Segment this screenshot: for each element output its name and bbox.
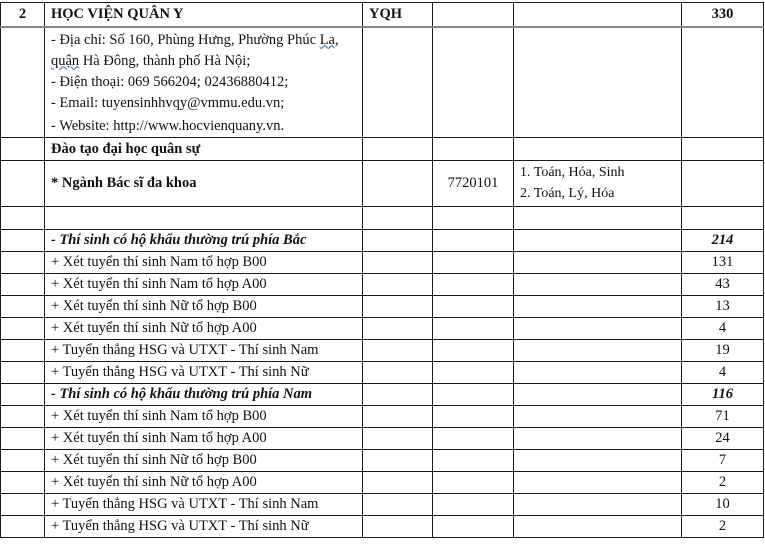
address-line-2: quận Hà Đông, thành phố Hà Nội;: [51, 52, 251, 69]
empty-cell: [514, 251, 682, 273]
item-value: 71: [682, 405, 764, 427]
empty-cell: [433, 27, 514, 138]
empty-cell: [1, 295, 45, 317]
item-value: 10: [682, 493, 764, 515]
empty-cell: [514, 206, 682, 229]
empty-cell: [363, 361, 433, 383]
empty-cell: [363, 206, 433, 229]
empty-cell: [363, 160, 433, 206]
table-row: [1, 405, 764, 427]
item-label: + Xét tuyển thí sinh Nữ tổ hợp A00: [45, 317, 363, 339]
empty-cell: [363, 27, 433, 138]
empty-cell: [682, 206, 764, 229]
table-row: [1, 361, 764, 383]
empty-cell: [1, 206, 45, 229]
empty-cell: [1, 160, 45, 206]
group-heading-row-north: [1, 229, 764, 251]
empty-cell: [1, 27, 45, 138]
table-row: [1, 427, 764, 449]
empty-cell: [45, 206, 363, 229]
item-value: 131: [682, 251, 764, 273]
empty-cell: [363, 405, 433, 427]
item-value: 4: [682, 361, 764, 383]
empty-cell: [1, 427, 45, 449]
institution-name: HỌC VIỆN QUÂN Y: [45, 3, 363, 27]
empty-cell: [514, 361, 682, 383]
empty-cell: [514, 339, 682, 361]
empty-cell: [1, 339, 45, 361]
empty-cell: [514, 3, 682, 27]
empty-cell: [1, 493, 45, 515]
empty-cell: [433, 251, 514, 273]
empty-cell: [1, 229, 45, 251]
major-name: * Ngành Bác sĩ đa khoa: [45, 160, 363, 206]
empty-cell: [363, 383, 433, 405]
empty-cell: [433, 273, 514, 295]
item-value: 4: [682, 317, 764, 339]
empty-cell: [433, 405, 514, 427]
item-label: + Tuyển thẳng HSG và UTXT - Thí sinh Nữ: [45, 361, 363, 383]
empty-cell: [514, 515, 682, 537]
empty-cell: [514, 229, 682, 251]
table-row: [1, 449, 764, 471]
empty-cell: [363, 229, 433, 251]
spellcheck-squiggle: La,: [319, 31, 339, 48]
total-quota: 330: [682, 3, 764, 27]
empty-cell: [514, 493, 682, 515]
empty-cell: [433, 206, 514, 229]
item-value: 2: [682, 515, 764, 537]
training-type-label: Đào tạo đại học quân sự: [45, 137, 363, 160]
empty-cell: [433, 427, 514, 449]
item-value: 43: [682, 273, 764, 295]
institution-header-row: [1, 3, 764, 27]
table-row: [1, 339, 764, 361]
table-row: [1, 471, 764, 493]
major-code: 7720101: [433, 160, 514, 206]
major-row: [1, 160, 764, 206]
empty-cell: [514, 317, 682, 339]
empty-cell: [363, 449, 433, 471]
empty-cell: [1, 273, 45, 295]
empty-cell: [363, 273, 433, 295]
group-heading-north: - Thí sinh có hộ khẩu thường trú phía Bắc: [45, 229, 363, 251]
combination-2: 2. Toán, Lý, Hóa: [520, 186, 615, 201]
item-label: + Xét tuyển thí sinh Nam tổ hợp A00: [45, 273, 363, 295]
item-label: + Xét tuyển thí sinh Nam tổ hợp B00: [45, 405, 363, 427]
empty-cell: [433, 383, 514, 405]
empty-cell: [1, 317, 45, 339]
empty-cell: [433, 229, 514, 251]
website-line: - Website: http://www.hocvienquany.vn.: [51, 117, 285, 134]
item-value: 19: [682, 339, 764, 361]
empty-cell: [514, 471, 682, 493]
empty-cell: [363, 339, 433, 361]
table-row: [1, 515, 764, 537]
table-row: [1, 295, 764, 317]
email-line: - Email: tuyensinhhvqy@vmmu.edu.vn;: [51, 94, 285, 111]
table-row: [1, 251, 764, 273]
empty-cell: [682, 27, 764, 138]
empty-cell: [1, 383, 45, 405]
table-row: [1, 273, 764, 295]
empty-cell: [682, 160, 764, 206]
empty-cell: [363, 471, 433, 493]
item-label: + Tuyển thẳng HSG và UTXT - Thí sinh Nữ: [45, 515, 363, 537]
item-label: + Xét tuyển thí sinh Nam tổ hợp B00: [45, 251, 363, 273]
empty-cell: [363, 137, 433, 160]
table-row: [1, 317, 764, 339]
empty-cell: [363, 515, 433, 537]
table-row: [1, 493, 764, 515]
group-heading-south: - Thí sinh có hộ khẩu thường trú phía Nam: [45, 383, 363, 405]
item-label: + Xét tuyển thí sinh Nữ tổ hợp A00: [45, 471, 363, 493]
empty-cell: [433, 3, 514, 27]
empty-cell: [363, 251, 433, 273]
empty-cell: [514, 27, 682, 138]
empty-cell: [682, 137, 764, 160]
empty-cell: [514, 427, 682, 449]
item-label: + Tuyển thẳng HSG và UTXT - Thí sinh Nam: [45, 493, 363, 515]
empty-cell: [1, 405, 45, 427]
group-heading-row-south: [1, 383, 764, 405]
training-type-row: [1, 137, 764, 160]
empty-cell: [433, 339, 514, 361]
item-label: + Tuyển thẳng HSG và UTXT - Thí sinh Nam: [45, 339, 363, 361]
institution-code: YQH: [363, 3, 433, 27]
empty-cell: [363, 317, 433, 339]
empty-cell: [363, 295, 433, 317]
item-label: + Xét tuyển thí sinh Nữ tổ hợp B00: [45, 449, 363, 471]
empty-cell: [1, 449, 45, 471]
empty-cell: [514, 295, 682, 317]
subject-combinations: [514, 160, 682, 206]
stt-cell: 2: [1, 3, 45, 27]
empty-cell: [1, 471, 45, 493]
empty-cell: [1, 251, 45, 273]
empty-cell: [514, 449, 682, 471]
group-total-north: 214: [682, 229, 764, 251]
empty-cell: [433, 137, 514, 160]
item-label: + Xét tuyển thí sinh Nam tổ hợp A00: [45, 427, 363, 449]
phone-line: - Điện thoại: 069 566204; 02436880412;: [51, 73, 289, 90]
item-value: 13: [682, 295, 764, 317]
empty-cell: [1, 361, 45, 383]
empty-cell: [514, 273, 682, 295]
blank-row: [1, 206, 764, 229]
institution-info-row: [1, 27, 764, 138]
item-value: 2: [682, 471, 764, 493]
empty-cell: [433, 449, 514, 471]
empty-cell: [363, 427, 433, 449]
group-total-south: 116: [682, 383, 764, 405]
contact-info: [45, 27, 363, 138]
empty-cell: [1, 137, 45, 160]
empty-cell: [433, 295, 514, 317]
empty-cell: [433, 471, 514, 493]
empty-cell: [514, 383, 682, 405]
item-label: + Xét tuyển thí sinh Nữ tổ hợp B00: [45, 295, 363, 317]
empty-cell: [433, 515, 514, 537]
empty-cell: [1, 515, 45, 537]
empty-cell: [514, 405, 682, 427]
empty-cell: [363, 493, 433, 515]
item-value: 24: [682, 427, 764, 449]
empty-cell: [433, 361, 514, 383]
item-value: 7: [682, 449, 764, 471]
empty-cell: [433, 317, 514, 339]
empty-cell: [514, 137, 682, 160]
empty-cell: [433, 493, 514, 515]
address-line-1: - Địa chỉ: Số 160, Phùng Hưng, Phường Phúc La,: [51, 31, 339, 48]
combination-1: 1. Toán, Hóa, Sinh: [520, 165, 625, 180]
spellcheck-squiggle: quận: [51, 52, 80, 69]
admission-quota-table: [0, 2, 764, 538]
